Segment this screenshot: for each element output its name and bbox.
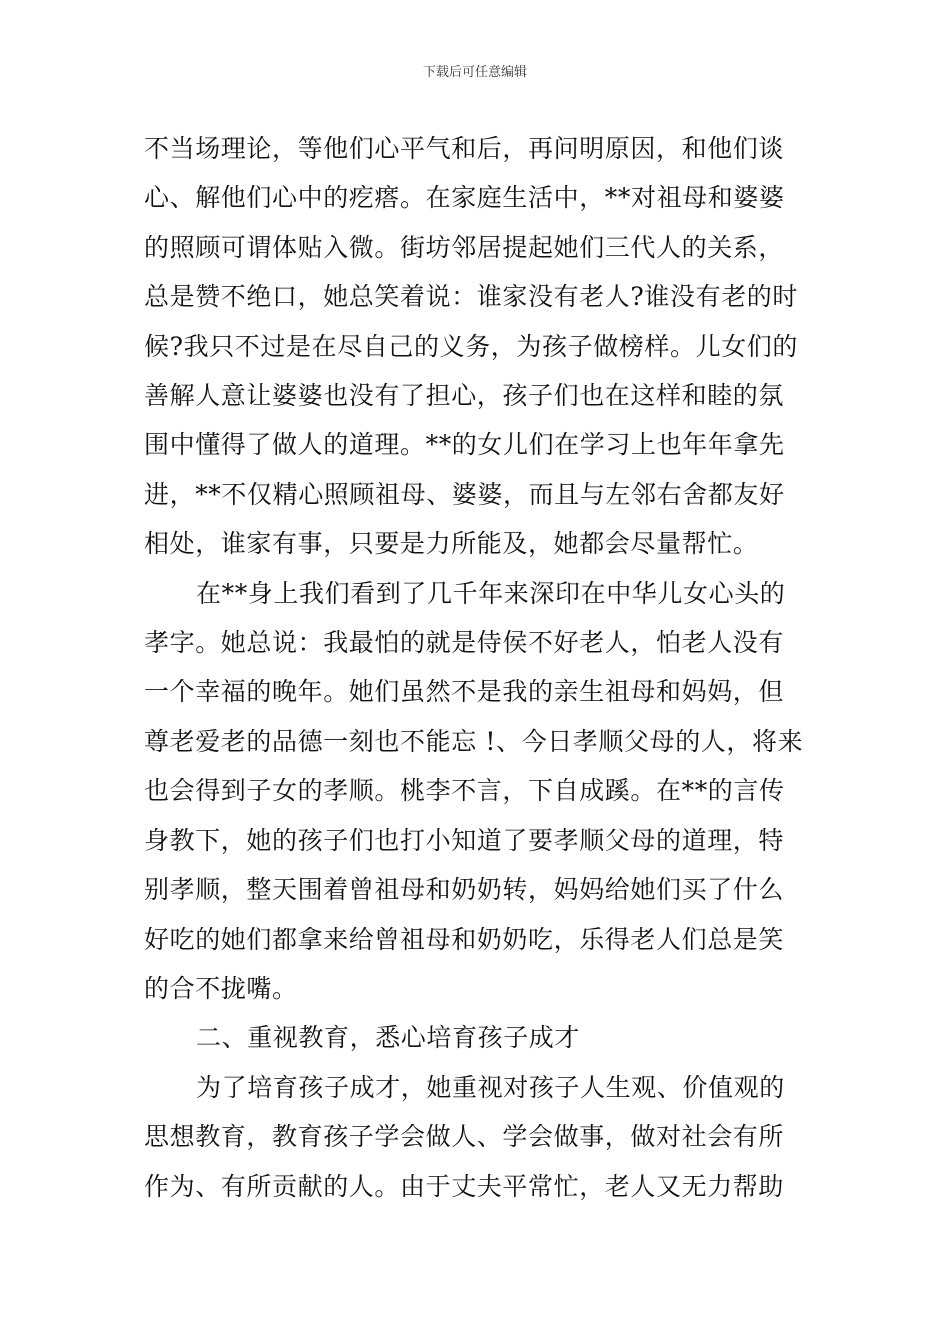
paragraph-3: 为了培育孩子成才，她重视对孩子人生观、价值观的思想教育，教育孩子学会做人、学会做事，做对社会有所作为、有所贡献的人。由于丈夫平常忙，老人又无力帮助: [144, 1072, 785, 1201]
paragraph-1: 不当场理论，等他们心平气和后，再问明原因，和他们谈心、解他们心中的疙瘩。在家庭生活中，**对祖母和婆婆的照顾可谓体贴入微。街坊邻居提起她们三代人的关系，总是赞不绝口，她总笑着说：谁家没有老人?谁没有老的时候?我只不过是在尽自己的义务，为孩子做榜样。儿女们的善解人意让婆婆也没有了担心，孩子们也在这样和睦的氛围中懂得了做人的道理。**的女儿们在学习上也年年拿先进，**不仅精心照顾祖母、婆婆，而且与左邻右舍都友好相处，谁家有事，只要是力所能及，她都会尽量帮忙。: [144, 134, 799, 559]
document-body: [144, 124, 808, 1211]
section-heading: 二、重视教育，悉心培育孩子成才: [196, 1023, 581, 1053]
page-header: 下载后可任意编辑: [422, 65, 527, 80]
paragraph-2: 在**身上我们看到了几千年来深印在中华儿女心头的孝字。她总说：我最怕的就是侍侯不好老人，怕老人没有一个幸福的晚年。她们虽然不是我的亲生祖母和妈妈，但尊老爱老的品德一刻也不能忘 !、今日孝顺父母的人，将来也会得到子女的孝顺。桃李不言，下自成蹊。在**的言传身教下，她的孩子们也打小知道了要孝顺父母的道理，特别孝顺，整天围着曾祖母和奶奶转，妈妈给她们买了什么好吃的她们都拿来给曾祖母和奶奶吃，乐得老人们总是笑的合不拢嘴。: [144, 578, 804, 1003]
